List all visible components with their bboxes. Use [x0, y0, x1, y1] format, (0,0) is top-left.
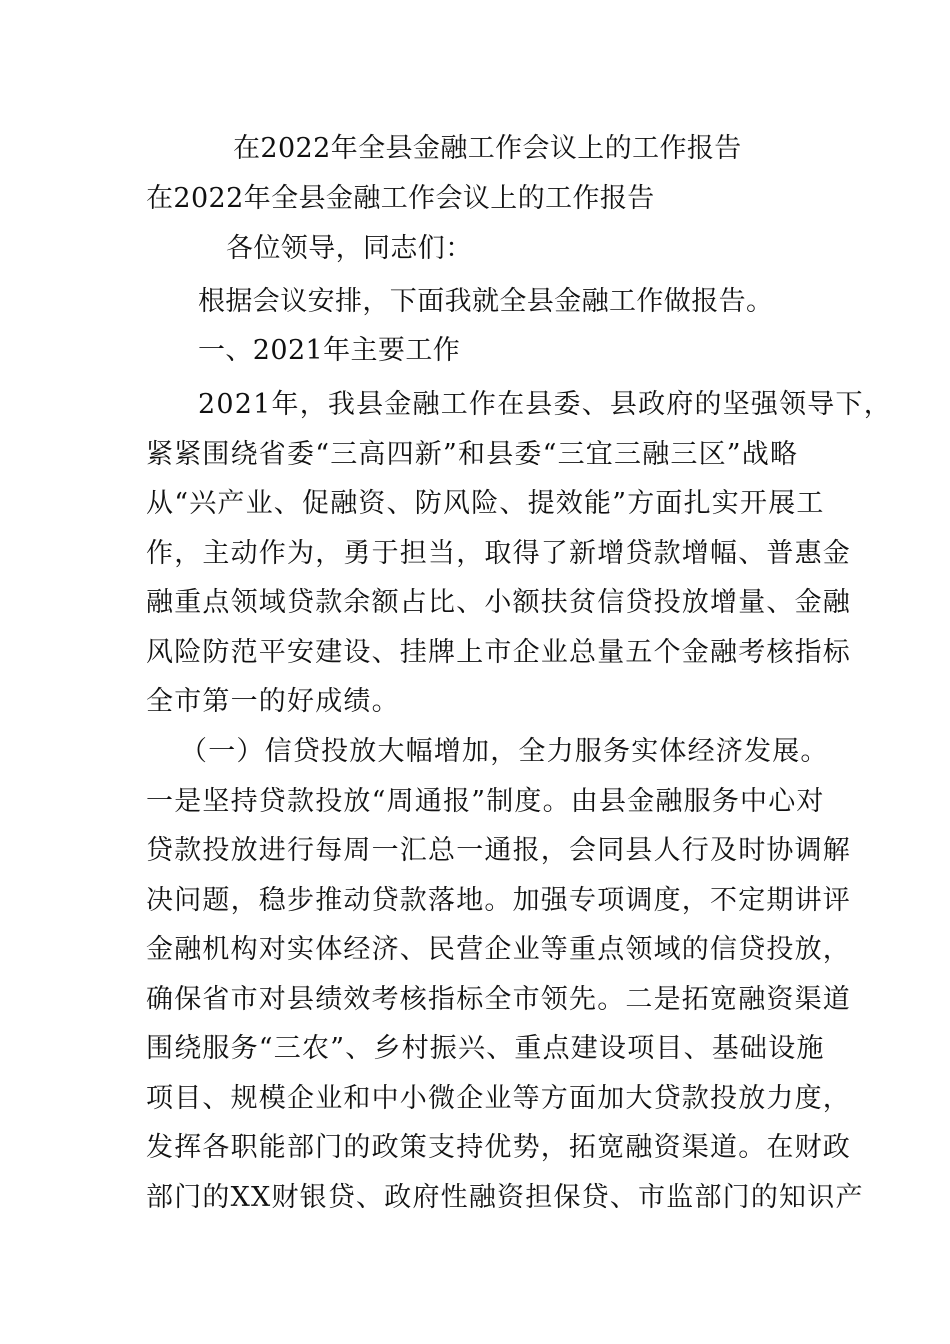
body-paragraph-1	[146, 380, 892, 727]
section-heading: 一、2021年主要工作	[198, 335, 461, 366]
paragraph-line: 一是坚持贷款投放“周通报”制度。由县金融服务中心对	[146, 785, 825, 817]
paragraph-line: 全市第一的好成绩。	[146, 686, 400, 717]
paragraph-line: 项目、规模企业和中小微企业等方面加大贷款投放力度，	[146, 1082, 851, 1114]
paragraph-line: 围绕服务“三农”、乡村振兴、重点建设项目、基础设施	[146, 1033, 825, 1064]
paragraph-line: （一）信贷投放大幅增加，全力服务实体经济发展。	[180, 736, 829, 767]
paragraph-line: 2021年，我县金融工作在县委、县政府的坚强领导下，	[198, 389, 892, 420]
paragraph-line: 作，主动作为，勇于担当，取得了新增贷款增幅、普惠金	[146, 537, 851, 569]
paragraph-line: 确保省市对县绩效考核指标全市领先。二是拓宽融资渠道	[146, 983, 851, 1015]
document-title: 在2022年全县金融工作会议上的工作报告	[233, 133, 742, 164]
greeting: 各位领导，同志们：	[226, 233, 473, 264]
paragraph-line: 融重点领域贷款余额占比、小额扶贫信贷投放增量、金融	[146, 587, 851, 618]
body-paragraph-2	[146, 727, 864, 1222]
paragraph-line: 风险防范平安建设、挂牌上市企业总量五个金融考核指标	[146, 636, 851, 668]
paragraph-line: 决问题，稳步推动贷款落地。加强专项调度，不定期讲评	[146, 884, 851, 916]
paragraph-line: 从“兴产业、促融资、防风险、提效能”方面扎实开展工	[146, 488, 825, 519]
paragraph-line: 发挥各职能部门的政策支持优势，拓宽融资渠道。在财政	[146, 1132, 851, 1163]
paragraph-line: 紧紧围绕省委“三高四新”和县委“三宜三融三区”战略	[146, 438, 799, 470]
intro-paragraph: 根据会议安排，下面我就全县金融工作做报告。	[198, 286, 774, 317]
document-subtitle: 在2022年全县金融工作会议上的工作报告	[146, 183, 655, 214]
paragraph-line: 贷款投放进行每周一汇总一通报，会同县人行及时协调解	[146, 835, 851, 866]
paragraph-line: 部门的XX财银贷、政府性融资担保贷、市监部门的知识产	[146, 1181, 864, 1213]
paragraph-line: 金融机构对实体经济、民营企业等重点领域的信贷投放，	[146, 934, 851, 965]
